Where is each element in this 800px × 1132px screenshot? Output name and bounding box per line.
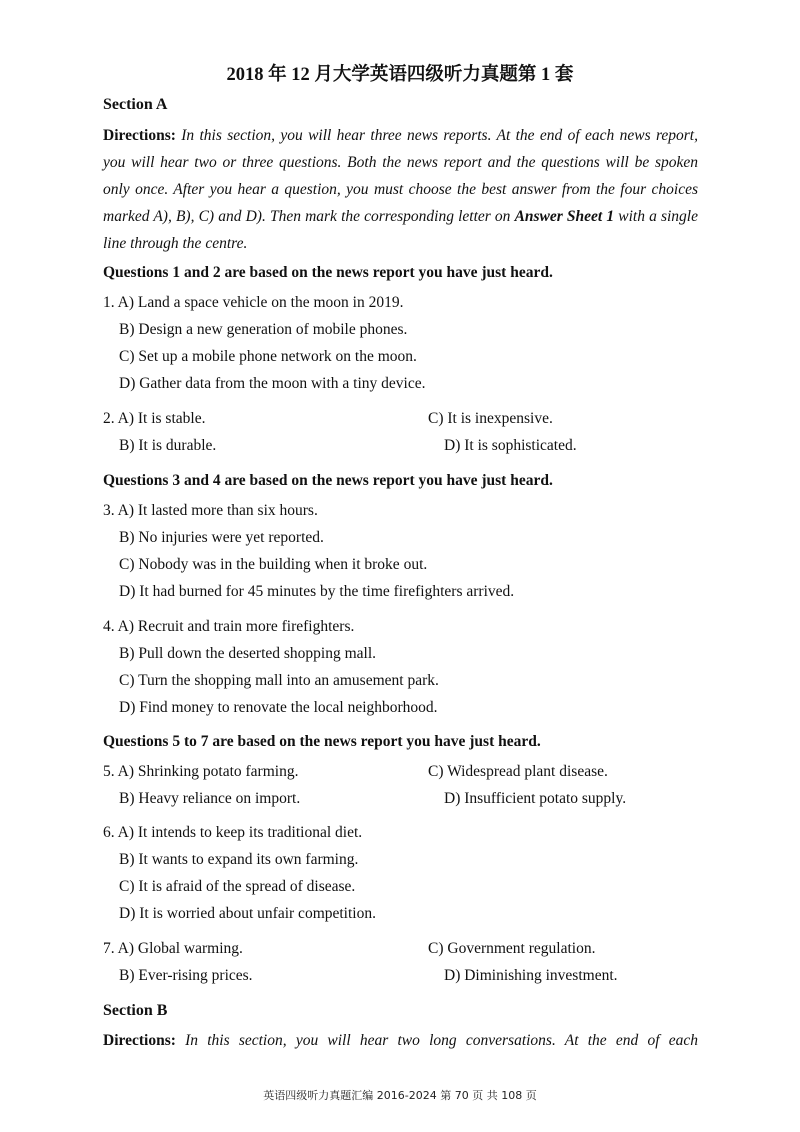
option: D) Insufficient potato supply. [444,790,627,807]
answer-sheet-ref: Answer Sheet 1 [514,208,615,225]
question-1 [103,289,698,397]
section-a-directions [103,122,698,257]
document-body [103,0,698,1054]
option: 4. A) Recruit and train more firefighters. [103,618,355,635]
option: D) It is sophisticated. [444,437,577,454]
directions-text: In this section, you will hear two long conversations. At the end of each [175,1032,698,1049]
option: 6. A) It intends to keep its traditional diet. [103,824,363,841]
question-3 [103,497,698,605]
group-header: Questions 3 and 4 are based on the news report you have just heard. [103,472,553,489]
option: C) It is inexpensive. [428,410,553,427]
section-b-directions [103,1027,698,1054]
question-6 [103,819,698,927]
group-header: Questions 1 and 2 are based on the news report you have just heard. [103,264,553,281]
option: C) Turn the shopping mall into an amusement park. [119,672,439,689]
option: C) Set up a mobile phone network on the moon. [119,348,417,365]
option: B) No injuries were yet reported. [119,529,324,546]
option: B) It wants to expand its own farming. [119,851,359,868]
option: B) Ever-rising prices. [119,967,253,984]
page-title: 2018 年 12 月大学英语四级听力真题第 1 套 [226,65,574,85]
page-footer: 英语四级听力真题汇编 2016-2024 第 70 页 共 108 页 [263,1089,537,1102]
option: C) Widespread plant disease. [428,763,608,780]
option: 1. A) Land a space vehicle on the moon in 2019. [103,294,404,311]
option: 2. A) It is stable. [103,410,206,427]
question-7 [103,935,698,989]
directions-label: Directions: [103,1032,176,1049]
question-2 [103,405,698,459]
option: C) Government regulation. [428,940,596,957]
option: 3. A) It lasted more than six hours. [103,502,318,519]
question-4 [103,613,698,721]
directions-text: In this section, you will hear three news reports. At the end of each news report, you will hear two or three questions. Both the news report and the questions will be spoken only once. After you hear a question, you must choose the best answer from the four choices marked A), B), C) and D). Then mark the corresponding letter on [103,127,698,225]
option: D) Diminishing investment. [444,967,618,984]
option: C) It is afraid of the spread of disease. [119,878,356,895]
section-a-heading: Section A [103,96,168,113]
option: 7. A) Global warming. [103,940,243,957]
option: D) It is worried about unfair competition. [119,905,376,922]
group-header: Questions 5 to 7 are based on the news report you have just heard. [103,733,541,750]
option: B) Pull down the deserted shopping mall. [119,645,377,662]
option: B) It is durable. [119,437,217,454]
option: D) Find money to renovate the local neighborhood. [119,699,438,716]
option: D) It had burned for 45 minutes by the time firefighters arrived. [119,583,515,600]
question-5 [103,758,698,812]
directions-label: Directions: [103,127,176,144]
option: D) Gather data from the moon with a tiny device. [119,375,426,392]
directions-text-end: with a single line through the centre. [103,208,698,252]
section-b-heading: Section B [103,1002,168,1019]
option: 5. A) Shrinking potato farming. [103,763,299,780]
option: C) Nobody was in the building when it broke out. [119,556,428,573]
option: B) Heavy reliance on import. [119,790,301,807]
option: B) Design a new generation of mobile phones. [119,321,408,338]
